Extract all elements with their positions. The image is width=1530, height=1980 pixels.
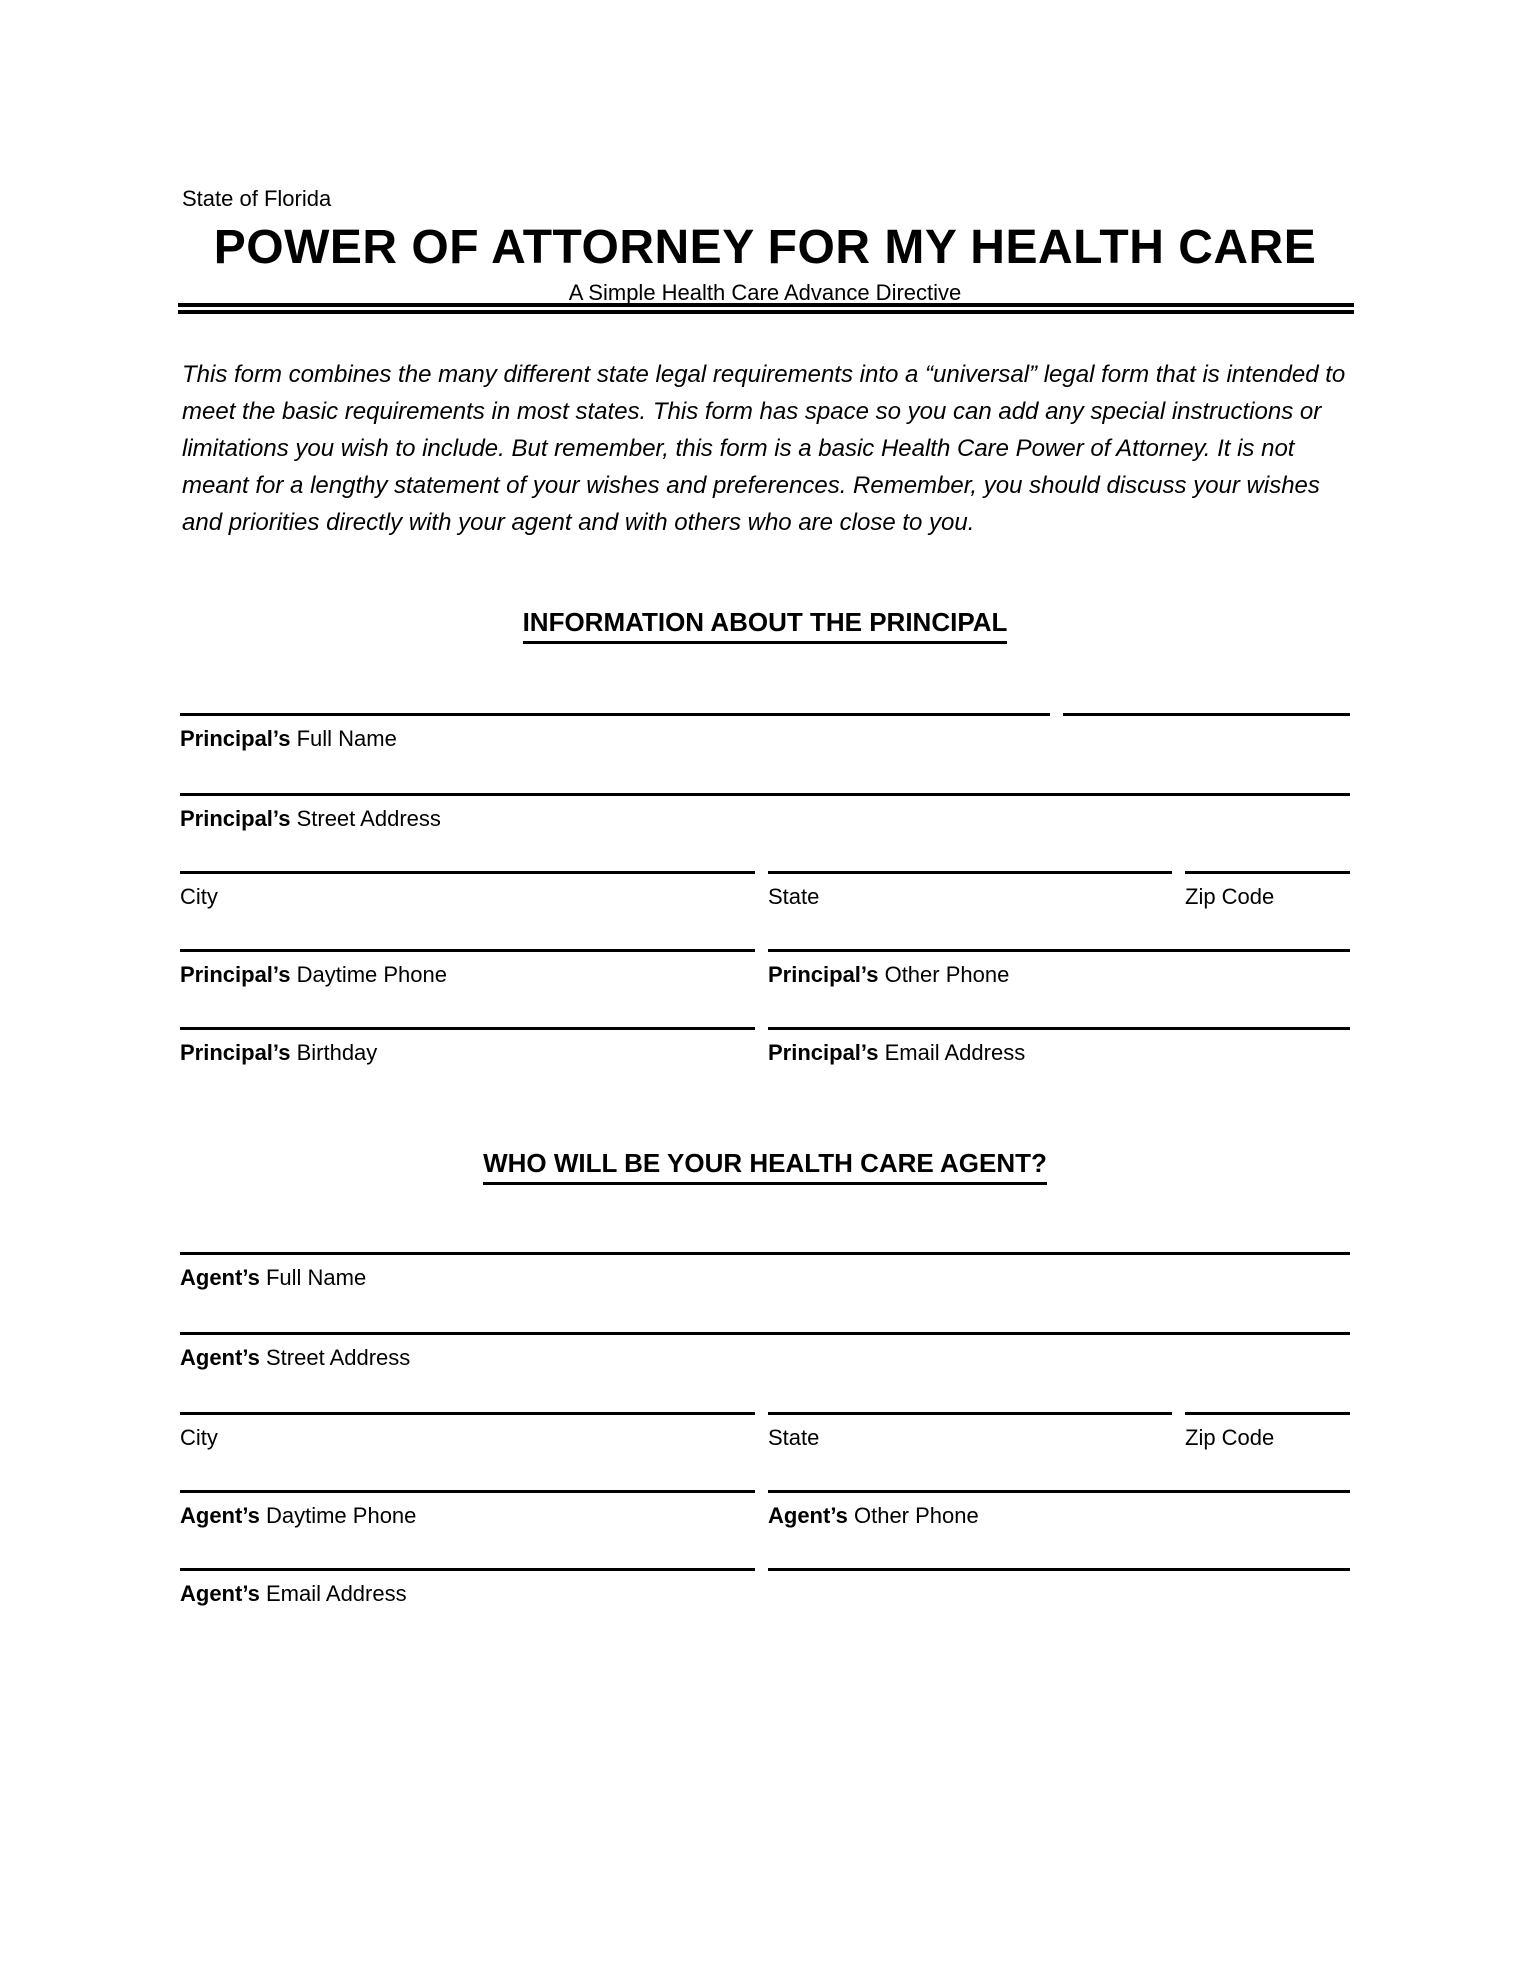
- agent-street-row: [180, 1332, 1350, 1371]
- principal-street-row: [180, 793, 1350, 832]
- agent-street-label: Agent’s Street Address: [180, 1345, 411, 1370]
- principal-email-label: Principal’s Email Address: [768, 1040, 1026, 1065]
- principal-street-label: Principal’s Street Address: [180, 806, 441, 831]
- intro-paragraph: This form combines the many different state legal requirements into a “universal” legal form that is intended to meet the basic requirements in most states. This form has space so you can add any special instructions or limitations you wish to include. But remember, this form is a basic Health Care Power of Attorney. It is not meant for a lengthy statement of your wishes and preferences. Remember, you should discuss your wishes and priorities directly with your agent and with others who are close to you.: [182, 361, 1346, 536]
- agent-city-cell: [180, 1412, 755, 1451]
- agent-email-extra-field[interactable]: [768, 1568, 1350, 1571]
- agent-full-name-label: Agent’s Full Name: [180, 1265, 367, 1290]
- agent-city-label: City: [180, 1425, 218, 1450]
- agent-phones-row: [180, 1490, 1350, 1529]
- agent-email-label: Agent’s Email Address: [180, 1581, 407, 1606]
- agent-state-cell: [768, 1412, 1172, 1451]
- principal-zip-label: Zip Code: [1185, 884, 1275, 909]
- agent-email-cell: [180, 1568, 755, 1607]
- principal-zip-cell: [1185, 871, 1350, 910]
- state-label: State of Florida: [182, 186, 332, 211]
- agent-full-name-row: [180, 1252, 1350, 1291]
- principal-full-name-row: [180, 713, 1350, 752]
- principal-email-cell: [768, 1027, 1350, 1066]
- agent-other-phone-cell: [768, 1490, 1350, 1529]
- agent-zip-cell: [1185, 1412, 1350, 1451]
- principal-daytime-phone-label: Principal’s Daytime Phone: [180, 962, 447, 987]
- agent-street-cell: [180, 1332, 1350, 1371]
- section-heading-principal: INFORMATION ABOUT THE PRINCIPAL: [180, 607, 1350, 644]
- principal-other-phone-cell: [768, 949, 1350, 988]
- agent-email-extra-cell: [768, 1568, 1350, 1607]
- section-heading-agent: WHO WILL BE YOUR HEALTH CARE AGENT?: [180, 1148, 1350, 1185]
- principal-full-name-label: Principal’s Full Name: [180, 726, 397, 751]
- agent-city-state-zip-row: [180, 1412, 1350, 1451]
- agent-full-name-cell: [180, 1252, 1350, 1291]
- principal-state-label: State: [768, 884, 820, 909]
- principal-city-state-zip-row: [180, 871, 1350, 910]
- principal-full-name-extra-cell: [1063, 713, 1350, 752]
- principal-phones-row: [180, 949, 1350, 988]
- agent-email-row: [180, 1568, 1350, 1607]
- principal-other-phone-label: Principal’s Other Phone: [768, 962, 1010, 987]
- principal-state-cell: [768, 871, 1172, 910]
- agent-daytime-phone-cell: [180, 1490, 755, 1529]
- agent-state-label: State: [768, 1425, 820, 1450]
- form-title: POWER OF ATTORNEY FOR MY HEALTH CARE: [213, 221, 1317, 274]
- principal-birthday-email-row: [180, 1027, 1350, 1066]
- principal-full-name-extra-field[interactable]: [1063, 713, 1350, 716]
- principal-city-label: City: [180, 884, 218, 909]
- principal-city-cell: [180, 871, 755, 910]
- form-subtitle: A Simple Health Care Advance Directive: [568, 280, 962, 305]
- principal-birthday-cell: [180, 1027, 755, 1066]
- principal-daytime-phone-cell: [180, 949, 755, 988]
- header-divider: [178, 303, 1354, 314]
- agent-zip-label: Zip Code: [1185, 1425, 1275, 1450]
- principal-full-name-cell: [180, 713, 1050, 752]
- principal-street-cell: [180, 793, 1350, 832]
- agent-other-phone-label: Agent’s Other Phone: [768, 1503, 979, 1528]
- agent-daytime-phone-label: Agent’s Daytime Phone: [180, 1503, 417, 1528]
- principal-birthday-label: Principal’s Birthday: [180, 1040, 378, 1065]
